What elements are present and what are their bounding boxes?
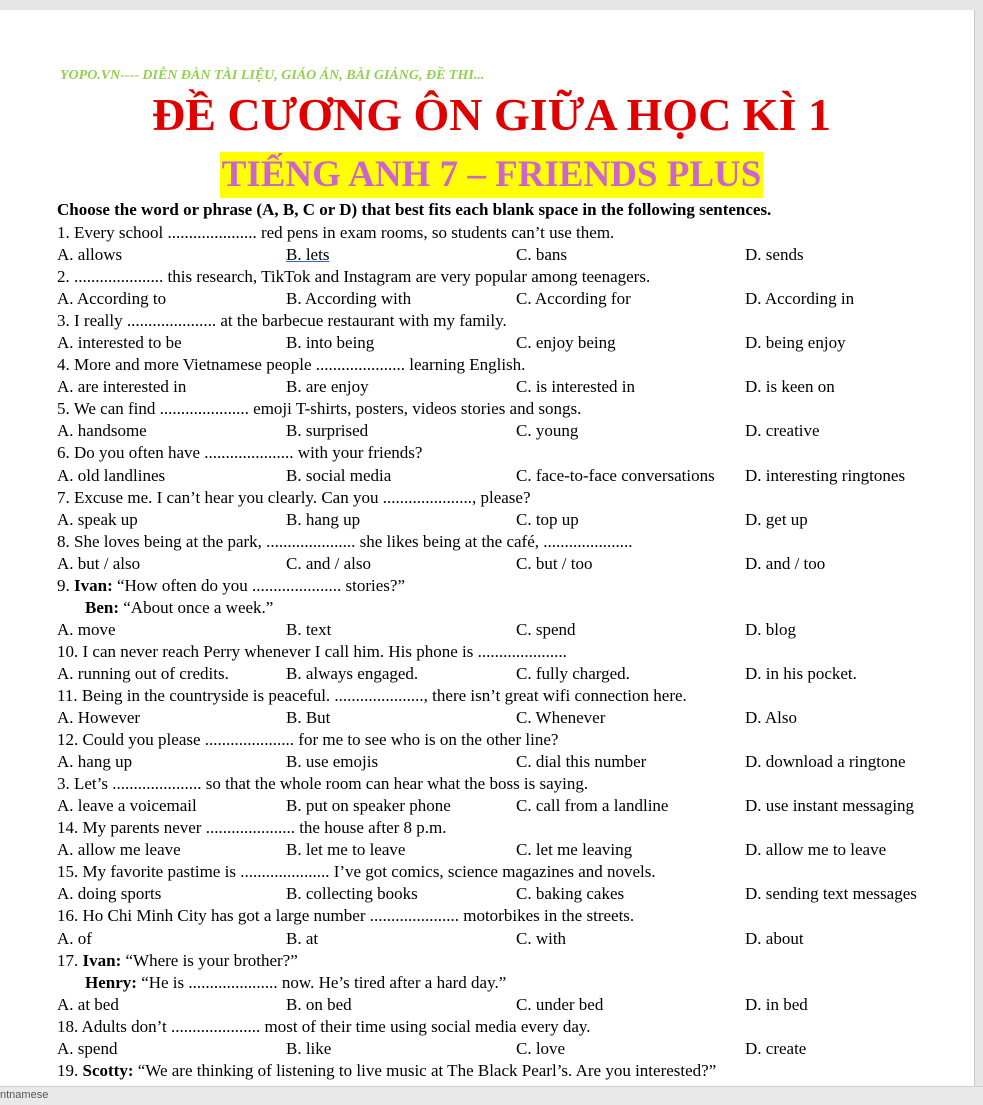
question-text: 6. Do you often have ..................... with your friends? [57, 443, 423, 463]
option: A. running out of credits. [57, 663, 229, 683]
question-text [57, 950, 957, 972]
option: C. face-to-face conversations [516, 465, 715, 485]
option: B. text [286, 619, 332, 639]
option: D. being enjoy [745, 333, 846, 353]
question-text: 8. She loves being at the park, ..................... she likes being at the café, ..................... [57, 531, 633, 551]
option: B. use emojis [286, 752, 379, 772]
reply-text [57, 597, 957, 619]
option: A. According to [57, 289, 167, 309]
option: B. social media [286, 465, 392, 485]
speaker: Ivan: [74, 575, 113, 595]
options-row [57, 420, 957, 442]
question-text: 15. My favorite pastime is ..................... I’ve got comics, science magazines and novels. [57, 862, 656, 882]
options-row [57, 663, 957, 685]
option: A. at bed [57, 994, 119, 1014]
options-row [57, 288, 957, 310]
option: C. let me leaving [516, 840, 633, 860]
speaker: Ben: [85, 597, 119, 617]
site-header: YOPO.VN---- DIỄN ĐÀN TÀI LIỆU, GIÁO ÁN, BÀI GIẢNG, ĐỀ THI... [60, 68, 485, 83]
subtitle-wrapper [0, 152, 975, 198]
option: A. leave a voicemail [57, 796, 197, 816]
reply-text [57, 972, 957, 994]
options-row [57, 1038, 957, 1060]
option: D. According in [745, 289, 855, 309]
document-page [0, 10, 975, 1104]
options-row [57, 883, 957, 905]
option: C. and / also [286, 553, 371, 573]
document-title: ĐỀ CƯƠNG ÔN GIỮA HỌC KÌ 1 [152, 89, 831, 140]
options-row [57, 465, 957, 487]
options-row [57, 509, 957, 531]
option: C. bans [516, 245, 567, 265]
options-row [57, 994, 957, 1016]
speaker: Ivan: [82, 950, 122, 970]
option: C. Whenever [516, 708, 606, 728]
option: B. According with [286, 289, 412, 309]
question-text: 3. Let’s ..................... so that the whole room can hear what the boss is saying. [57, 774, 589, 794]
option: A. are interested in [57, 377, 187, 397]
option: A. speak up [57, 509, 138, 529]
option: A. spend [57, 1038, 118, 1058]
option: B. But [286, 708, 331, 728]
options-row [57, 619, 957, 641]
option: C. young [516, 421, 579, 441]
option: B. lets [286, 245, 330, 265]
question-text: 3. I really ..................... at the barbecue restaurant with my family. [57, 311, 507, 331]
option: A. allows [57, 245, 123, 265]
option: D. in his pocket. [745, 663, 857, 683]
option: B. at [286, 928, 319, 948]
option: C. with [516, 928, 567, 948]
option: A. hang up [57, 752, 133, 772]
option: C. under bed [516, 994, 604, 1014]
option: D. use instant messaging [745, 796, 915, 816]
question-text [57, 575, 957, 597]
option: B. let me to leave [286, 840, 406, 860]
option: C. fully charged. [516, 663, 630, 683]
question-text: 1. Every school ..................... red pens in exam rooms, so students can’t use them. [57, 223, 615, 242]
option: D. and / too [745, 553, 826, 573]
question-text: 12. Could you please ..................... for me to see who is on the other line? [57, 730, 559, 750]
option: D. in bed [745, 994, 808, 1014]
speech: “About once a week.” [119, 597, 274, 617]
option: A. move [57, 619, 116, 639]
options-row [57, 707, 957, 729]
option: D. download a ringtone [745, 752, 906, 772]
question-text: 10. I can never reach Perry whenever I call him. His phone is ..................... [57, 641, 567, 661]
instruction: Choose the word or phrase (A, B, C or D) that best fits each blank space in the following sentences. [57, 200, 772, 219]
option: B. on bed [286, 994, 352, 1014]
option: C. top up [516, 509, 579, 529]
question-text: 18. Adults don’t ..................... most of their time using social media every day. [57, 1016, 591, 1036]
option: C. baking cakes [516, 884, 625, 904]
option: A. old landlines [57, 465, 166, 485]
speech: “He is ..................... now. He’s tired after a hard day.” [136, 972, 507, 992]
option: A. of [57, 928, 92, 948]
options-row [57, 839, 957, 861]
option: B. are enjoy [286, 377, 369, 397]
option: C. is interested in [516, 377, 635, 397]
option: C. According for [516, 289, 631, 309]
option: C. dial this number [516, 752, 647, 772]
question-text: 2. ..................... this research, TikTok and Instagram are very popular among teenagers. [57, 267, 651, 287]
option: D. Also [745, 708, 797, 728]
speaker: Henry: [85, 972, 137, 992]
option: B. like [286, 1038, 332, 1058]
option: D. get up [745, 509, 808, 529]
speech: “Where is your brother?” [121, 950, 298, 970]
option: B. surprised [286, 421, 369, 441]
option: C. love [516, 1038, 566, 1058]
document-subtitle: TIẾNG ANH 7 – FRIENDS PLUS [220, 152, 764, 198]
option: D. is keen on [745, 377, 835, 397]
option: A. handsome [57, 421, 147, 441]
question-text: 4. More and more Vietnamese people ..................... learning English. [57, 355, 526, 375]
question-text: 5. We can find ..................... emoji T-shirts, posters, videos stories and songs. [57, 399, 582, 419]
status-text: ntnamese [0, 1089, 49, 1101]
option: D. create [745, 1038, 807, 1058]
question-text: 14. My parents never ..................... the house after 8 p.m. [57, 818, 447, 838]
speaker: Scotty: [82, 1060, 134, 1080]
question-text: 11. Being in the countryside is peaceful. ....................., there isn’t great wifi connection here. [57, 685, 687, 705]
options-row [57, 244, 957, 266]
option: A. interested to be [57, 333, 182, 353]
option: D. interesting ringtones [745, 465, 906, 485]
option: C. enjoy being [516, 333, 616, 353]
option: B. into being [286, 333, 375, 353]
option: A. allow me leave [57, 840, 181, 860]
option: A. doing sports [57, 884, 162, 904]
options-row [57, 751, 957, 773]
option: D. about [745, 928, 804, 948]
option: A. However [57, 708, 141, 728]
speech: “How often do you ..................... stories?” [112, 575, 405, 595]
question-text: 16. Ho Chi Minh City has got a large number ..................... motorbikes in the streets. [57, 906, 635, 926]
option: C. spend [516, 619, 576, 639]
options-row [57, 376, 957, 398]
option: B. collecting books [286, 884, 418, 904]
option: D. sending text messages [745, 884, 917, 904]
status-bar [0, 1086, 983, 1105]
options-row [57, 928, 957, 950]
option: D. allow me to leave [745, 840, 887, 860]
options-row [57, 553, 957, 575]
question-number: 9. [57, 575, 74, 595]
question-text: 7. Excuse me. I can’t hear you clearly. Can you ....................., please? [57, 487, 531, 507]
option: C. call from a landline [516, 796, 669, 816]
speech: “We are thinking of listening to live music at The Black Pearl’s. Are you interested?” [133, 1060, 717, 1080]
option: A. but / also [57, 553, 141, 573]
question-number: 17. [57, 950, 83, 970]
option: C. but / too [516, 553, 593, 573]
question-text [57, 1060, 957, 1082]
option: B. hang up [286, 509, 361, 529]
question-number: 19. [57, 1060, 83, 1080]
option: B. put on speaker phone [286, 796, 451, 816]
question-list [57, 222, 957, 1104]
option: D. blog [745, 619, 796, 639]
option: B. always engaged. [286, 663, 419, 683]
options-row [57, 795, 957, 817]
option: D. creative [745, 421, 820, 441]
options-row [57, 332, 957, 354]
option: D. sends [745, 245, 804, 265]
